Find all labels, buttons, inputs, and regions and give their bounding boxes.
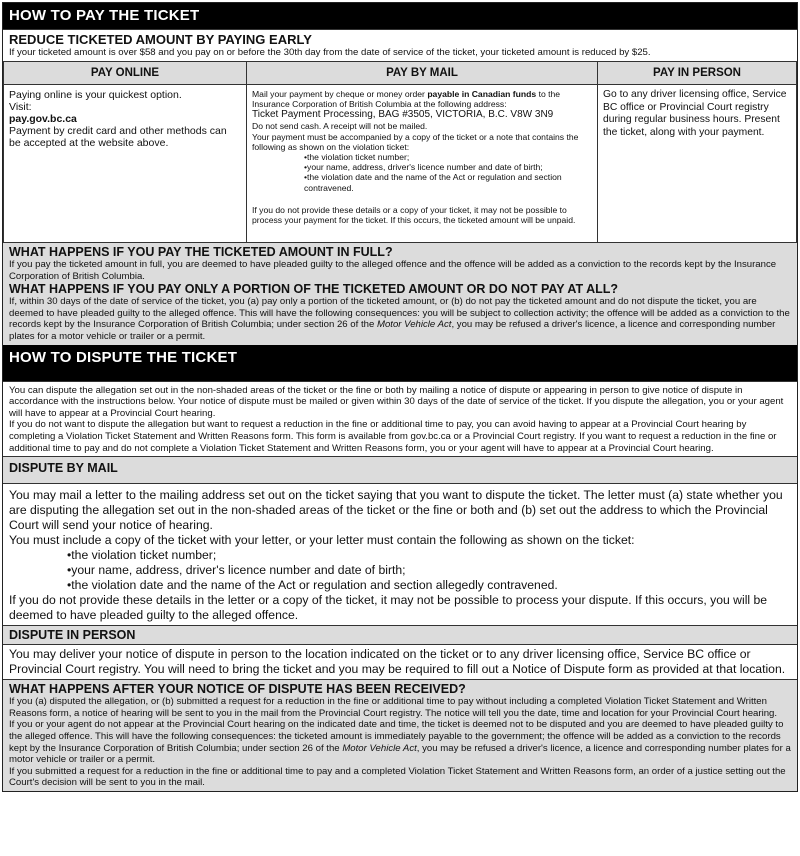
pay-person-cell — [598, 85, 797, 243]
dispute-after-title: WHAT HAPPENS AFTER YOUR NOTICE OF DISPUTE HAS BEEN RECEIVED? — [9, 682, 466, 697]
pay-online-cell — [4, 85, 247, 243]
pay-ticket-header: HOW TO PAY THE TICKET — [3, 3, 797, 29]
mail-no-cash: Do not send cash. A receipt will not be mailed. — [252, 121, 428, 132]
dispute-mail-bullets — [9, 548, 791, 593]
after-act: Motor Vehicle Act — [342, 742, 417, 754]
dispute-intro-section — [3, 381, 797, 457]
dispute-after-section — [3, 679, 797, 791]
list-item: • your name, address, driver's licence number and date of birth; — [304, 162, 592, 172]
dispute-intro1: You can dispute the allegation set out in the non-shaded areas of the ticket or the fine or both by mailing a notice of dispute or appearing in person to give notice of dispute in accordance with the instructions below. Your notice of dispute must be mailed or given within 30 days of the date of service of the ticket. If you dispute the allegation, you or your agent will have to appear at a Provincial Court hearing. — [9, 384, 784, 419]
dispute-after-text1: If you (a) disputed the allegation, or (b) submitted a request for a reduction in the fine or additional time to pay without including a completed Violation Ticket Statement and Written Reasons form, a notice of hearing will be sent to you in the mail from the Provincial Court registry. The notice will tell you the date, time and location for your Provincial Court hearing. — [9, 696, 778, 719]
dispute-person-text: You may deliver your notice of dispute in person to the location indicated on the ticket or to any driver licensing office, Service BC office or Provincial Court registry. You will need to bring the ticket and you may be required to fill out a Notice of Dispute form as provided at that location. — [9, 647, 786, 677]
mail-intro — [252, 89, 592, 109]
mail-intro-a: Mail your payment by cheque or money order — [252, 89, 428, 99]
online-url-link[interactable]: pay.gov.bc.ca — [9, 113, 77, 125]
ticket-instructions-page — [2, 2, 798, 792]
dispute-mail-text3: If you do not provide these details in the letter or a copy of the ticket, it may not be possible to process your dispute. If this occurs, you will be deemed to have pleaded guilty to the alleged offence. — [9, 593, 768, 623]
after-text2-a: If you or your agent do not appear at the Provincial Court hearing on the indicated date and time, the ticket is deemed not to be disputed and you are deemed to have pleaded guilty to the alleged offence. This will have the following consequences: the ticketed amount is immediately payable to the government; the offence will be added as a conviction to the records kept by the Insurance Corporation of British Columbia; under section 26 of the — [9, 719, 784, 754]
dispute-ticket-header: HOW TO DISPUTE THE TICKET — [3, 345, 797, 381]
list-item: • your name, address, driver's licence number and date of birth; — [67, 563, 791, 578]
after-text2-b: , you may be refused a driver's licence, a licence and corresponding number plates for a motor vehicle or trailer or a permit. — [9, 742, 791, 766]
payment-methods-table — [3, 61, 797, 243]
online-visit: Visit: — [9, 101, 32, 113]
mail-address: Ticket Payment Processing, BAG #3505, VICTORIA, B.C. V8W 3N9 — [252, 109, 554, 121]
pay-early-text: If your ticketed amount is over $58 and you pay on or before the 30th day from the date of service of the ticket, your ticketed amount is reduced by $25. — [9, 47, 651, 58]
pay-portion-title: WHAT HAPPENS IF YOU PAY ONLY A PORTION OF THE TICKETED AMOUNT OR DO NOT PAY AT ALL? — [9, 282, 619, 297]
dispute-mail-section — [3, 483, 797, 625]
list-item: • the violation ticket number; — [304, 152, 592, 162]
dispute-mail-text1: You may mail a letter to the mailing address set out on the ticket saying that you want to dispute the ticket. The letter must (a) state whether you are disputing the allegation set out in the non-shaded areas of the ticket or the fine or both and (b) set out the address to which the Provincial Court will send your notice of hearing. — [9, 488, 783, 533]
dispute-person-title: DISPUTE IN PERSON — [9, 628, 136, 643]
pay-early-section — [3, 29, 797, 61]
portion-act: Motor Vehicle Act — [376, 319, 452, 331]
dispute-after-text3: If you submitted a request for a reduction in the fine or additional time to pay and a completed Violation Ticket Statement and Written Reasons form, an order of a justice setting out the Court's decision will be sent to you in the mail. — [9, 765, 786, 789]
pay-person-heading: PAY IN PERSON — [598, 62, 797, 85]
mail-accompany: Your payment must be accompanied by a copy of the ticket or a note that contains the following as shown on the violation ticket: — [252, 131, 579, 152]
online-line1: Paying online is your quickest option. — [9, 89, 182, 101]
list-item: • the violation date and the name of the Act or regulation and section allegedly contravened. — [67, 578, 791, 593]
dispute-mail-heading-bar — [3, 456, 797, 483]
mail-intro-c: to the Insurance Corporation of British Columbia at the following address: — [252, 89, 561, 110]
pay-full-title: WHAT HAPPENS IF YOU PAY THE TICKETED AMOUNT IN FULL? — [9, 245, 393, 259]
pay-portion-text — [9, 296, 791, 342]
dispute-person-section — [3, 644, 797, 679]
dispute-intro2: If you do not want to dispute the allegation but want to request a reduction in the fine or additional time to pay, you can avoid having to appear at a Provincial Court hearing by completing a Violation Ticket Statement and Written Reasons form. This form is available from gov.bc.ca or a Provincial Court registry. If you want to request a reduction in the fine or additional time to pay and do not complete a Violation Ticket Statement and Written Reasons form, you or your agent will have to appear at a Provincial Court hearing. — [9, 419, 777, 454]
list-item: • the violation date and the name of the Act or regulation and section contravened. — [304, 172, 592, 192]
person-text: Go to any driver licensing office, Service BC office or Provincial Court registry during regular business hours. Present the ticket, along with your payment. — [603, 89, 787, 138]
mail-warning: If you do not provide these details or a copy of your ticket, it may not be possible to process your payment for the ticket. If this occurs, the ticketed amount will be unpaid. — [252, 204, 576, 226]
pay-mail-heading: PAY BY MAIL — [247, 62, 598, 85]
dispute-after-text2 — [9, 719, 791, 765]
portion-text-b: , you may be refused a driver's licence, a licence and corresponding number plates for a motor vehicle or trailer or a permit. — [9, 319, 776, 342]
pay-full-section — [3, 243, 797, 345]
dispute-mail-title: DISPUTE BY MAIL — [9, 461, 118, 476]
list-item: • the violation ticket number; — [67, 548, 791, 563]
dispute-mail-text2: You must include a copy of the ticket with your letter, or your letter must contain the following as shown on the ticket: — [9, 533, 635, 548]
pay-early-title: REDUCE TICKETED AMOUNT BY PAYING EARLY — [9, 32, 312, 47]
mail-bullet-list — [252, 152, 592, 193]
portion-text-a: If, within 30 days of the date of service of the ticket, you (a) pay only a portion of the ticketed amount, or (b) do not pay the ticketed amount and do not dispute the ticket, you are deemed to have pleaded guilty to the alleged offence. This will have the following consequences: you will be subject to collection activity; the offence will be added as a conviction to the records kept by the Insurance Corporation of British Columbia; under section 26 of the — [9, 296, 790, 331]
online-line2: Payment by credit card and other methods can be accepted at the website above. — [9, 125, 227, 149]
pay-full-text: If you pay the ticketed amount in full, you are deemed to have pleaded guilty to the alleged offence and the offence will be added as a conviction to the records kept by the Insurance Corporation of British Columbia. — [9, 259, 777, 282]
dispute-person-heading-bar — [3, 625, 797, 644]
pay-online-heading: PAY ONLINE — [4, 62, 247, 85]
pay-mail-cell — [247, 85, 598, 243]
mail-intro-b: payable in Canadian funds — [427, 89, 537, 99]
